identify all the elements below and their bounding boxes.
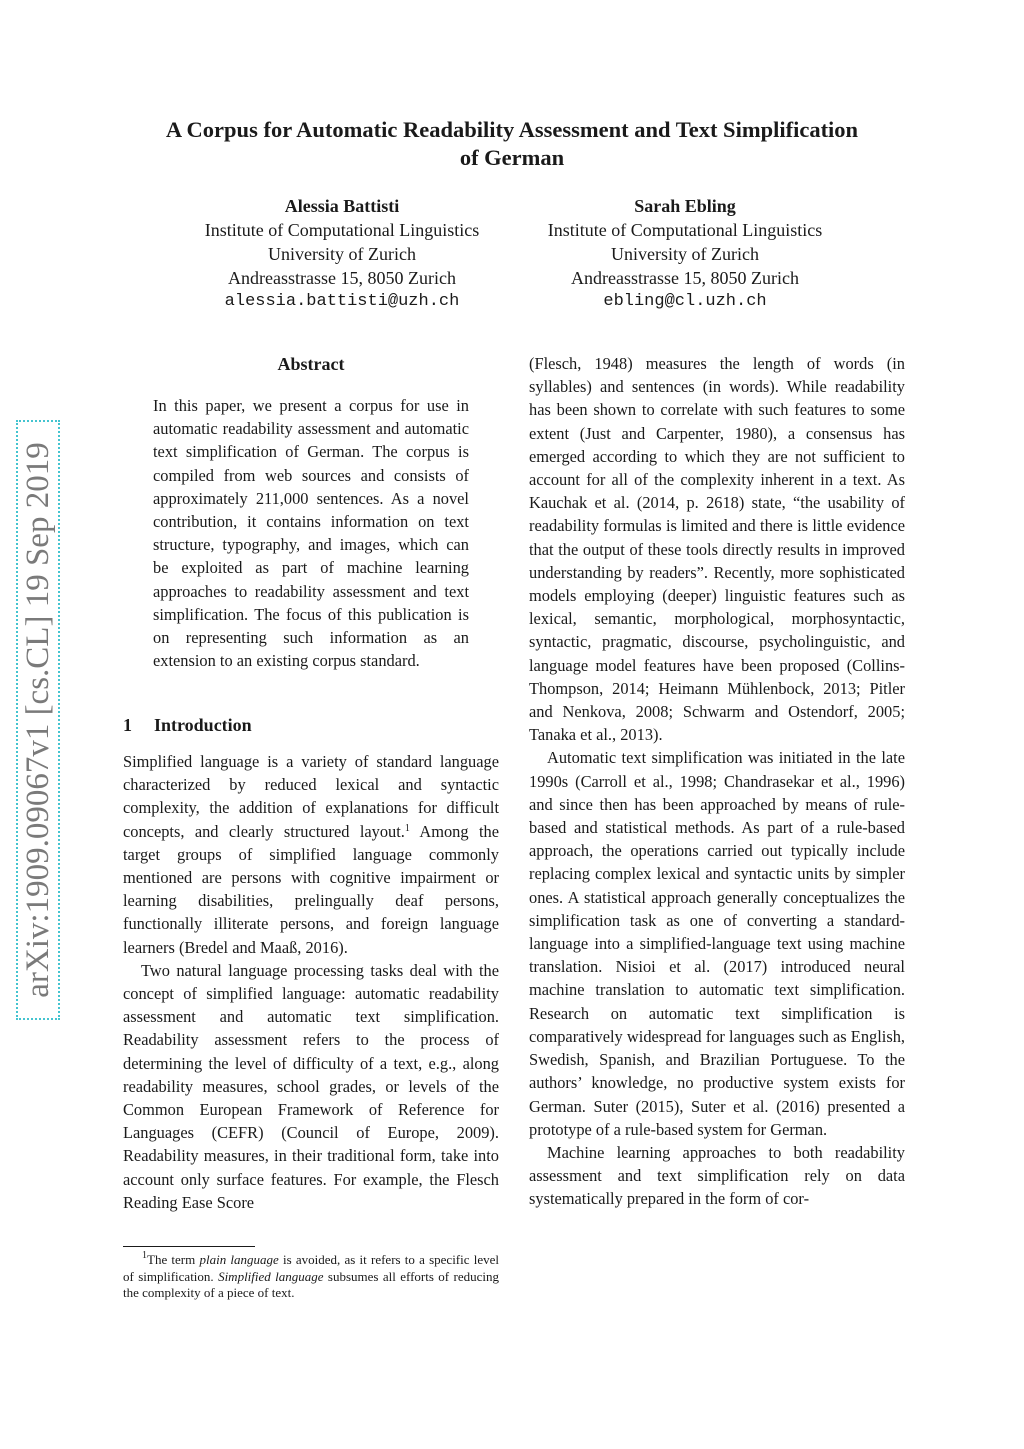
paragraph-text: Among the target groups of simplified language commonly mentioned are persons with cognitive impairment or learning disabilities, prelingually deaf persons, functionally illiterate persons, and foreign language learners (Bredel and Maaß, 2016). bbox=[123, 821, 499, 957]
footnote-text: is avoided, as it refers to a specific level of simplification. bbox=[123, 1252, 499, 1284]
intro-paragraph-1 bbox=[123, 750, 499, 959]
footnote-term: Simplified language bbox=[218, 1268, 324, 1284]
left-column-body bbox=[123, 750, 499, 1214]
section-title: Introduction bbox=[154, 715, 252, 735]
right-column-body bbox=[529, 352, 905, 1211]
footnote-term: plain language bbox=[199, 1252, 279, 1267]
section-heading-introduction bbox=[123, 712, 252, 738]
intro-paragraph-2: Two natural language processing tasks deal with the concept of simplified language: automatic readability assessment and automatic text simplification. Readability assessment refers to the process of determining the level of difficulty of a text, e.g., along readability measures, school grades, or levels of the Common European Framework of Reference for Languages (CEFR) (Council of Europe, 2009). Readability measures, in their traditional form, take into account only surface features. For example, the Flesch Reading Ease Score bbox=[123, 960, 499, 1212]
intro-paragraph-3: Automatic text simplification was initiated in the late 1990s (Carroll et al., 1998; Chandrasekar et al., 1996) and since then has been approached by means of rule-based and statistical methods. As part of a rule-based approach, the operations carried out typically include replacing complex lexical and syntactic units by simpler ones. A statistical approach generally conceptualizes the simplification task as one of converting a standard-language into a simplified-language text using machine translation. Nisioi et al. (2017) introduced neural machine translation to automatic text simplification. Research on automatic text simplification is comparatively widespread for languages such as English, Swedish, Spanish, and Brazilian Portuguese. To the authors’ knowledge, no productive system exists for German. Suter (2015), Suter et al. (2016) presented a prototype of a rule-based system for German. bbox=[529, 748, 905, 1139]
footnote-divider bbox=[123, 1246, 255, 1247]
arxiv-identifier: arXiv:1909.09067v1 [cs.CL] 19 Sep 2019 bbox=[16, 420, 60, 1020]
author-institute: Institute of Computational Linguistics bbox=[547, 220, 823, 240]
author-email: alessia.battisti@uzh.ch bbox=[224, 292, 460, 311]
author-university: University of Zurich bbox=[611, 244, 759, 264]
abstract-paragraph: In this paper, we present a corpus for use in automatic readability assessment and automatic text simplification of German. The corpus is compiled from web sources and consists of approximately 211,000 sentences. As a novel contribution, it contains information on text structure, typography, and images, which can be exploited as part of machine learning approaches to readability assessment and text simplification. The focus of this publication is on representing such information as an extension to an existing corpus standard. bbox=[153, 396, 469, 671]
author-block-1 bbox=[172, 194, 512, 314]
paragraph-text: Simplified language is a variety of standard language characterized by reduced lexical and syntactic complexity, the addition of explanations for difficult concepts, and clearly structured layout. bbox=[123, 752, 499, 841]
footnote-text: subsumes all efforts of reducing the complexity of a piece of text. bbox=[123, 1268, 499, 1300]
author-block-2 bbox=[515, 194, 855, 314]
footnote-number: 1 bbox=[142, 1250, 147, 1261]
footnote bbox=[123, 1252, 499, 1302]
author-email: ebling@cl.uzh.ch bbox=[603, 292, 767, 311]
title-line-1: A Corpus for Automatic Readability Assessment and Text Simplification bbox=[165, 117, 859, 142]
author-name: Sarah Ebling bbox=[634, 196, 736, 216]
author-address: Andreasstrasse 15, 8050 Zurich bbox=[571, 268, 799, 288]
author-name: Alessia Battisti bbox=[284, 196, 400, 216]
author-university: University of Zurich bbox=[268, 244, 416, 264]
footnote-mark bbox=[123, 1252, 147, 1269]
intro-paragraph-2-continued: (Flesch, 1948) measures the length of words (in syllables) and sentences (in words). While readability has been shown to correlate with such features to some extent (Just and Carpenter, 1980), a consensus has emerged according to which they are not sufficient to account for all of the complexity inherent in a text. As Kauchak et al. (2014, p. 2618) state, “the usability of readability formulas is limited and there is little evidence that the output of these tools directly results in improved understanding by readers”. Recently, more sophisticated models employing (deeper) linguistic features such as lexical, semantic, morphological, morphosyntactic, syntactic, pragmatic, discourse, psycholinguistic, and language model features have been proposed (Collins-Thompson, 2014; Heimann Mühlenbock, 2013; Pitler and Nenkova, 2008; Schwarm and Ostendorf, 2005; Tanaka et al., 2013). bbox=[529, 354, 905, 745]
footnote-reference[interactable]: 1 bbox=[404, 822, 410, 834]
author-address: Andreasstrasse 15, 8050 Zurich bbox=[228, 268, 456, 288]
abstract-heading: Abstract bbox=[277, 354, 345, 374]
abstract-text bbox=[153, 394, 469, 672]
paper-title bbox=[100, 116, 924, 172]
author-institute: Institute of Computational Linguistics bbox=[204, 220, 480, 240]
section-number: 1 bbox=[123, 715, 132, 735]
footnote-text: The term bbox=[147, 1252, 200, 1267]
title-line-2: of German bbox=[459, 145, 565, 170]
intro-paragraph-4: Machine learning approaches to both readability assessment and text simplification rely on data systematically prepared in the form of cor- bbox=[529, 1142, 905, 1209]
